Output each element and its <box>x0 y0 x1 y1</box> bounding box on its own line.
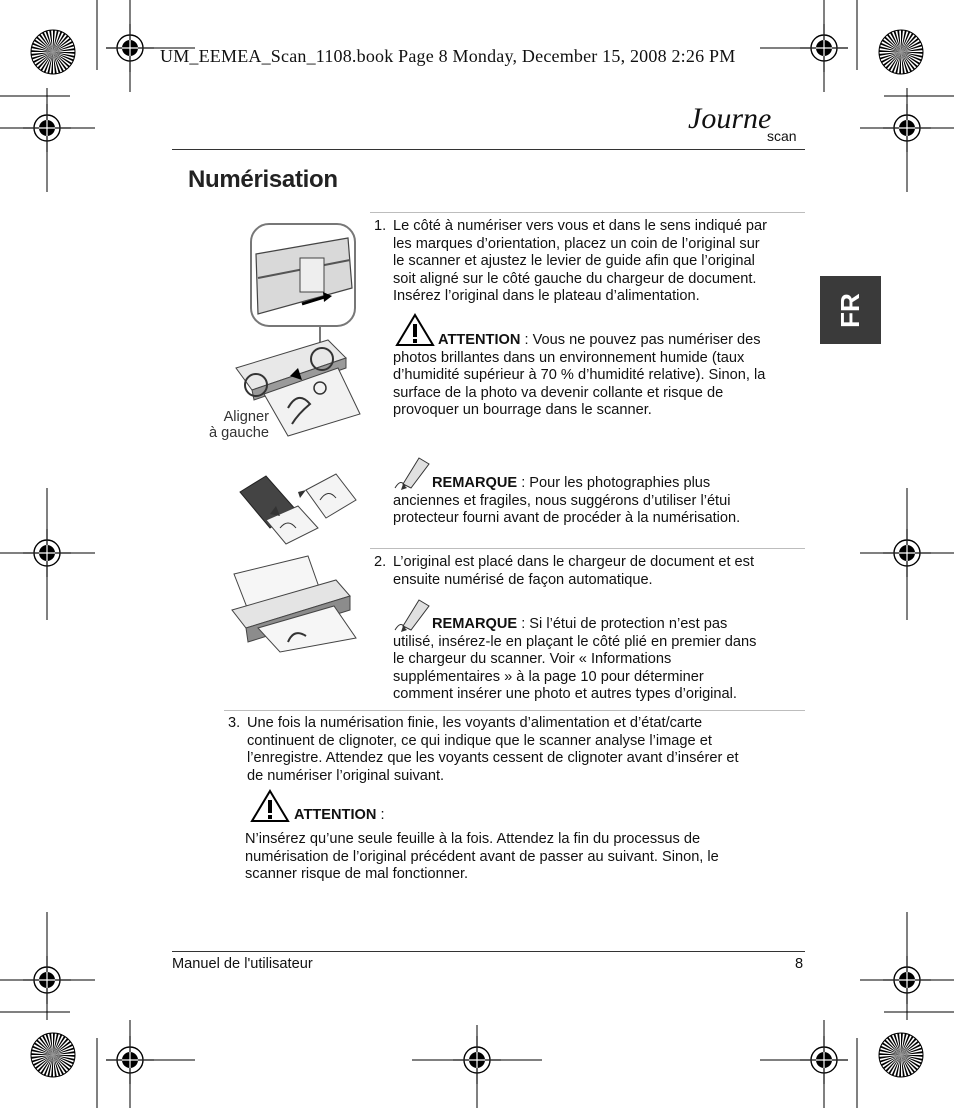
text-line: numérisation de l’original précédent avant de passer au suivant. Sinon, le <box>245 848 719 865</box>
starburst-target-icon <box>31 1033 75 1077</box>
step-number: 1. <box>374 218 387 234</box>
text-line: scanner risque de mal fonctionner. <box>245 866 469 883</box>
caption-line: à gauche <box>208 425 269 441</box>
text-line: soit aligné sur le côté gauche du chargeur de document. <box>393 270 757 287</box>
step-2-text <box>393 554 805 589</box>
caution-1-text <box>393 332 805 420</box>
registration-mark-icon <box>23 956 71 1004</box>
registration-mark-icon <box>23 104 71 152</box>
section-divider <box>370 548 805 549</box>
text-line: les marques d’orientation, placez un coin de l’original sur <box>393 235 760 252</box>
note-label: REMARQUE <box>432 616 518 632</box>
text-line: N’insérez qu’une seule feuille à la fois. Attendez la fin du processus de <box>245 831 701 847</box>
header-rule <box>172 149 805 150</box>
section-divider <box>224 710 805 711</box>
note-1-text <box>393 475 805 528</box>
text-line: supplémentaires » à la page 10 pour déterminer <box>393 668 704 685</box>
registration-mark-icon <box>453 1036 501 1084</box>
language-tab <box>820 276 881 344</box>
text-line: Le côté à numériser vers vous et dans le sens indiqué par <box>393 218 767 234</box>
registration-mark-icon <box>883 956 931 1004</box>
step-number: 2. <box>374 554 387 570</box>
text-line: protecteur fourni avant de procéder à la numérisation. <box>393 510 741 527</box>
registration-mark-icon <box>883 529 931 577</box>
registration-mark-icon <box>800 1036 848 1084</box>
caution-3-text <box>245 831 805 884</box>
footer-title: Manuel de l'utilisateur <box>172 956 313 972</box>
scanner-feed-illustration <box>228 554 362 654</box>
note-2-text <box>393 616 805 704</box>
step-1-text <box>393 218 805 306</box>
registration-mark-icon <box>800 24 848 72</box>
text-line: utilisé, insérez-le en plaçant le côté plié en premier dans <box>393 633 757 650</box>
caution-lead: : Vous ne pouvez pas numériser des <box>520 332 761 348</box>
scanner-align-illustration <box>228 218 368 438</box>
text-line: continuent de clignoter, ce qui indique que le scanner analyse l’image et <box>247 732 712 749</box>
text-line: surface de la photo va devenir collante et risque de <box>393 384 724 401</box>
note-label: REMARQUE <box>432 475 518 491</box>
text-line: l’enregistre. Attendez que les voyants cessent de clignoter avant d’insérer et <box>247 750 739 767</box>
book-header: UM_EEMEA_Scan_1108.book Page 8 Monday, December 15, 2008 2:26 PM <box>160 46 736 66</box>
caution-suffix: : <box>376 807 385 823</box>
text-line: anciennes et fragiles, nous suggérons d’utiliser l’étui <box>393 492 731 509</box>
footer-rule <box>172 951 805 952</box>
step-number: 3. <box>228 715 241 731</box>
registration-mark-icon <box>23 529 71 577</box>
page-number: 8 <box>795 956 804 972</box>
text-line: provoquer un bourrage dans le scanner. <box>393 402 652 419</box>
text-line: comment insérer une photo et autres types d’original. <box>393 686 737 703</box>
text-line: photos brillantes dans un environnement humide (taux <box>393 349 745 366</box>
caution-triangle-icon <box>249 788 291 824</box>
language-tab-label: FR <box>834 292 865 328</box>
section-divider <box>370 212 805 213</box>
text-line: d’humidité supérieur à 70 % d’humidité relative). Sinon, la <box>393 367 766 384</box>
text-line: Insérez l’original dans le plateau d’alimentation. <box>393 288 700 305</box>
starburst-target-icon <box>31 30 75 74</box>
caution-label: ATTENTION <box>438 332 521 348</box>
registration-mark-icon <box>106 24 154 72</box>
caution-label: ATTENTION <box>294 807 377 823</box>
protective-sleeve-illustration <box>236 470 360 546</box>
caution-3-heading <box>294 807 385 825</box>
figure-caption <box>180 409 269 441</box>
note-lead: : Si l’étui de protection n’est pas <box>517 616 728 632</box>
brand-logo-script: Journe <box>688 102 772 135</box>
text-line: L’original est placé dans le chargeur de document et est <box>393 554 755 570</box>
step-3-text <box>247 715 805 785</box>
starburst-target-icon <box>879 30 923 74</box>
caption-line: Aligner <box>223 409 269 425</box>
starburst-target-icon <box>879 1033 923 1077</box>
page-title: Numérisation <box>188 166 338 193</box>
text-line: le scanner et ajustez le levier de guide afin que l’original <box>393 253 755 270</box>
registration-mark-icon <box>106 1036 154 1084</box>
registration-mark-icon <box>883 104 931 152</box>
brand-logo-scan: scan <box>767 128 797 144</box>
text-line: le chargeur du scanner. Voir « Informations <box>393 651 672 668</box>
text-line: ensuite numérisé de façon automatique. <box>393 571 653 588</box>
note-lead: : Pour les photographies plus <box>517 475 711 491</box>
text-line: de numériser l’original suivant. <box>247 767 445 784</box>
text-line: Une fois la numérisation finie, les voyants d’alimentation et d’état/carte <box>247 715 703 731</box>
